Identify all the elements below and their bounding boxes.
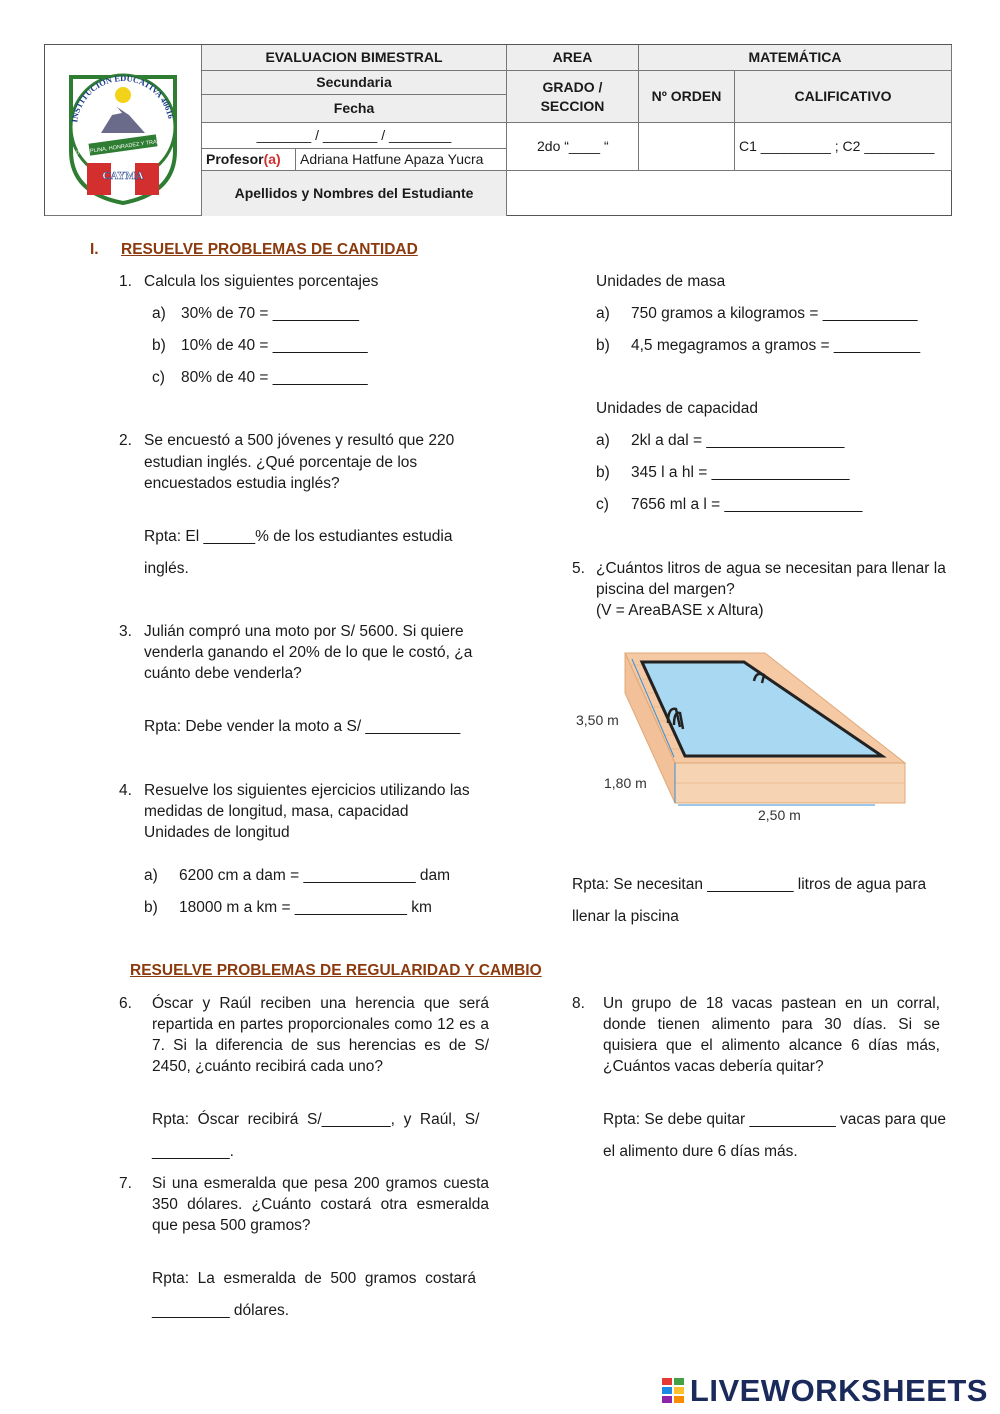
cap-b-text[interactable]: 345 l a hl = ________________ — [631, 464, 850, 481]
q5-number: 5. — [572, 560, 585, 577]
q1a-label: a) — [152, 305, 166, 322]
area-label: AREA — [507, 45, 639, 71]
q1-number: 1. — [119, 273, 132, 290]
q1c-text[interactable]: 80% de 40 = ___________ — [181, 369, 368, 386]
liveworksheets-watermark — [662, 1373, 988, 1409]
mass-title: Unidades de masa — [596, 273, 726, 290]
section1-title: RESUELVE PROBLEMAS DE CANTIDAD — [121, 241, 418, 258]
order-field[interactable] — [639, 123, 735, 171]
q6-number: 6. — [119, 995, 132, 1012]
pool-water — [642, 662, 882, 756]
score-field[interactable]: C1 _________ ; C2 _________ — [735, 123, 952, 171]
q8-text: Un grupo de 18 vacas pastean en un corral, donde tienen alimento para 30 días. Si se quisiera que el alimento alcance 6 días más, ¿Cuántos vacas debería quitar? — [603, 995, 940, 1075]
grade-value[interactable]: 2do “____ “ — [507, 123, 639, 171]
school-logo — [63, 55, 183, 205]
pool-dim-b: 1,80 m — [604, 775, 647, 791]
area-value: MATEMÁTICA — [639, 45, 952, 71]
pool-diagram — [570, 645, 915, 830]
q2-line2: estudian inglés. ¿Qué porcentaje de los — [144, 454, 418, 471]
q7-number: 7. — [119, 1175, 132, 1192]
q5-answer-2: llenar la piscina — [572, 908, 679, 925]
watermark-text: LIVEWORKSHEETS — [689, 1373, 988, 1408]
q7-text: Si una esmeralda que pesa 200 gramos cuesta 350 dólares. ¿Cuánto costará otra esmeralda que pesa 500 gramos? — [152, 1175, 489, 1234]
q2-line1: Se encuestó a 500 jóvenes y resultó que 220 — [144, 432, 455, 449]
svg-text:DISCIPLINA, HONRADEZ Y TRABAJO: DISCIPLINA, HONRADEZ Y TRABAJO — [75, 137, 172, 157]
q5-answer[interactable]: Rpta: Se necesitan __________ litros de agua para — [572, 876, 927, 893]
q1b-label: b) — [152, 337, 166, 354]
mass-b-label: b) — [596, 337, 610, 354]
q1c-label: c) — [152, 369, 165, 386]
mass-a-label: a) — [596, 305, 610, 322]
q7-answer-2[interactable]: _________ dólares. — [152, 1302, 290, 1319]
q3-line3: cuánto debe venderla? — [144, 665, 302, 682]
date-label: Fecha — [202, 95, 507, 123]
cap-c-text[interactable]: 7656 ml a l = ________________ — [631, 496, 863, 513]
score-label: CALIFICATIVO — [735, 71, 952, 123]
teacher-name: Adriana Hatfune Apaza Yucra — [296, 149, 507, 171]
order-label: Nº ORDEN — [639, 71, 735, 123]
q7-answer: Rpta: La esmeralda de 500 gramos costará — [152, 1270, 476, 1287]
q4a-label: a) — [144, 867, 158, 884]
grade-label: GRADO / SECCION — [507, 71, 639, 123]
q3-line1: Julián compró una moto por S/ 5600. Si quiere — [144, 623, 464, 640]
cap-a-label: a) — [596, 432, 610, 449]
header-table — [44, 44, 952, 216]
student-name-field[interactable] — [507, 171, 952, 216]
pool-dim-a: 3,50 m — [576, 712, 619, 728]
q4b-text[interactable]: 18000 m a km = _____________ km — [179, 899, 432, 916]
q4-number: 4. — [119, 782, 132, 799]
svg-text:INSTITUCIÓN EDUCATIVA 40616: INSTITUCIÓN EDUCATIVA 40616 — [69, 72, 177, 123]
section2-title: RESUELVE PROBLEMAS DE REGULARIDAD Y CAMBIO — [130, 962, 542, 979]
q4b-label: b) — [144, 899, 158, 916]
level-label: Secundaria — [202, 71, 507, 95]
q6-answer[interactable]: Rpta: Óscar recibirá S/________, y Raúl, S/ — [152, 1111, 480, 1128]
section1-number: I. — [90, 241, 99, 258]
svg-text:CAYMA: CAYMA — [102, 170, 144, 182]
q2-answer[interactable]: Rpta: El ______% de los estudiantes estudia — [144, 528, 453, 545]
mass-b-text[interactable]: 4,5 megagramos a gramos = __________ — [631, 337, 921, 354]
q4-line1: Resuelve los siguientes ejercicios utilizando las — [144, 782, 470, 799]
q5-line2: piscina del margen? — [596, 581, 735, 598]
cap-c-label: c) — [596, 496, 609, 513]
q2-answer-2: inglés. — [144, 560, 189, 577]
date-field[interactable]: _______ / _______ / ________ — [202, 123, 507, 149]
eval-title: EVALUACION BIMESTRAL — [202, 45, 507, 71]
q2-line3: encuestados estudia inglés? — [144, 475, 340, 492]
mass-a-text[interactable]: 750 gramos a kilogramos = ___________ — [631, 305, 918, 322]
teacher-label: Profesor (a) — [202, 149, 296, 171]
q4a-text[interactable]: 6200 cm a dam = _____________ dam — [179, 867, 451, 884]
q5-line3: (V = AreaBASE x Altura) — [596, 602, 764, 619]
q1a-text[interactable]: 30% de 70 = __________ — [181, 305, 359, 322]
logo-cell — [45, 45, 202, 216]
pool-dim-c: 2,50 m — [758, 807, 801, 823]
q2-number: 2. — [119, 432, 132, 449]
student-label: Apellidos y Nombres del Estudiante — [202, 171, 507, 216]
q8-number: 8. — [572, 995, 585, 1012]
q6-answer-2[interactable]: _________. — [152, 1143, 234, 1160]
q6-text: Óscar y Raúl reciben una herencia que será repartida en partes proporcionales como 12 es a 7. Si la diferencia de sus herencias es de S/ 2450, ¿cuánto recibirá cada uno? — [152, 995, 489, 1075]
q1b-text[interactable]: 10% de 40 = ___________ — [181, 337, 368, 354]
cap-b-label: b) — [596, 464, 610, 481]
q5-line1: ¿Cuántos litros de agua se necesitan para llenar la — [596, 560, 946, 577]
q8-answer[interactable]: Rpta: Se debe quitar __________ vacas para que — [603, 1111, 946, 1128]
cap-a-text[interactable]: 2kl a dal = ________________ — [631, 432, 845, 449]
capacity-title: Unidades de capacidad — [596, 400, 759, 417]
q4-line3: Unidades de longitud — [144, 824, 290, 841]
q3-line2: venderla ganando el 20% de lo que le costó, ¿a — [144, 644, 473, 661]
q8-answer-2: el alimento dure 6 días más. — [603, 1143, 798, 1160]
q3-number: 3. — [119, 623, 132, 640]
q1-text: Calcula los siguientes porcentajes — [144, 273, 379, 290]
q3-answer[interactable]: Rpta: Debe vender la moto a S/ ___________ — [144, 718, 461, 735]
q4-line2: medidas de longitud, masa, capacidad — [144, 803, 409, 820]
liveworksheets-logo-icon — [662, 1378, 684, 1404]
